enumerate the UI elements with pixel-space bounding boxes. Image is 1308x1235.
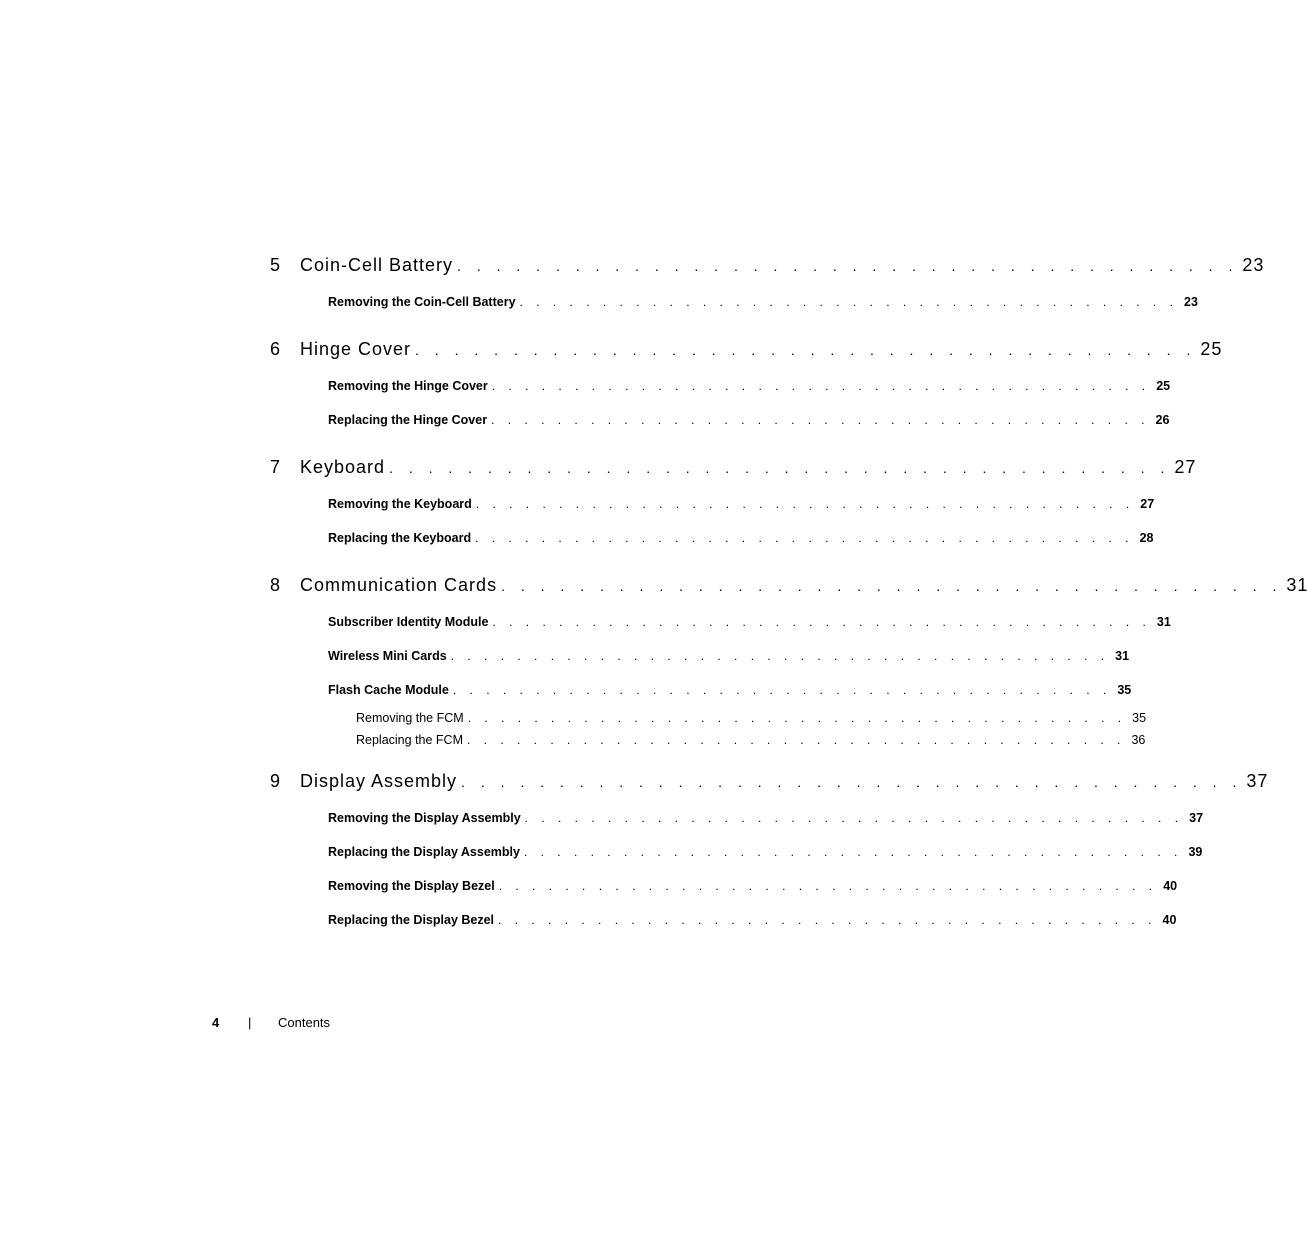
table-of-contents	[270, 255, 1308, 957]
chapter-page-number: 37	[1246, 771, 1269, 791]
dot-leader: . . . . . . . . . . . . . . . . . . . . . . . . . . . . . . . . . . . . . . . .	[475, 497, 1135, 511]
footer-page-number: 4	[212, 1015, 220, 1030]
section-title: Removing the Coin-Cell Battery	[328, 295, 516, 309]
toc-section-entry[interactable]	[328, 403, 1170, 437]
section-page-number: 25	[1156, 379, 1171, 393]
toc-chapter	[270, 575, 1308, 751]
dot-leader: . . . . . . . . . . . . . . . . . . . . . . . . . . . . . . . . . . . . . . . .	[452, 683, 1112, 697]
dot-leader: . . . . . . . . . . . . . . . . . . . . . . . . . . . . . . . . . . . . . . . .	[467, 733, 1126, 747]
page-footer	[212, 1015, 330, 1030]
section-title: Replacing the Hinge Cover	[328, 413, 488, 427]
toc-section-entry[interactable]	[328, 487, 1155, 521]
toc-chapter	[270, 255, 1265, 319]
toc-section-entry[interactable]	[328, 801, 1204, 835]
section-title: Subscriber Identity Module	[328, 615, 489, 629]
dot-leader: . . . . . . . . . . . . . . . . . . . . . . . . . . . . . . . . . . . . . . . .	[467, 711, 1127, 725]
chapter-number: 8	[270, 575, 282, 595]
section-title: Flash Cache Module	[328, 683, 449, 697]
chapter-title: Keyboard	[300, 457, 386, 477]
toc-chapter-entry[interactable]	[270, 771, 1269, 801]
chapter-page-number: 23	[1242, 255, 1265, 275]
subsection-title: Removing the FCM	[356, 711, 464, 725]
dot-leader: . . . . . . . . . . . . . . . . . . . . . . . . . . . . . . . . . . . . . . . .	[524, 811, 1184, 825]
toc-subsection-entry[interactable]	[356, 729, 1146, 751]
chapter-title: Communication Cards	[300, 575, 498, 595]
footer-section-label: Contents	[278, 1015, 331, 1030]
toc-section-entry[interactable]	[328, 869, 1178, 903]
dot-leader: . . . . . . . . . . . . . . . . . . . . . . . . . . . . . . . . . . . . . . . .	[498, 879, 1158, 893]
toc-chapter-entry[interactable]	[270, 255, 1265, 285]
subsection-title: Replacing the FCM	[356, 733, 463, 747]
subsection-page-number: 36	[1131, 733, 1146, 747]
dot-leader: . . . . . . . . . . . . . . . . . . . . . . . . . . . . . . . . . . . . . . . .	[450, 649, 1110, 663]
section-page-number: 35	[1117, 683, 1132, 697]
toc-chapter-entry[interactable]	[270, 575, 1308, 605]
toc-chapter	[270, 339, 1223, 437]
subsection-page-number: 35	[1132, 711, 1147, 725]
dot-leader: . . . . . . . . . . . . . . . . . . . . . . . . . . . . . . . . . . . . . . . .	[492, 615, 1151, 629]
toc-subsection-entry[interactable]	[356, 707, 1147, 729]
section-page-number: 28	[1139, 531, 1154, 545]
toc-chapter	[270, 771, 1269, 937]
section-title: Replacing the Display Bezel	[328, 913, 495, 927]
toc-chapter-entry[interactable]	[270, 339, 1223, 369]
chapter-number: 7	[270, 457, 282, 477]
section-title: Removing the Hinge Cover	[328, 379, 488, 393]
chapter-page-number: 27	[1174, 457, 1197, 477]
section-title: Wireless Mini Cards	[328, 649, 447, 663]
toc-section-entry[interactable]	[328, 285, 1198, 319]
dot-leader: . . . . . . . . . . . . . . . . . . . . . . . . . . . . . . . . . . . . . . . .	[498, 913, 1157, 927]
section-title: Replacing the Display Assembly	[328, 845, 520, 859]
chapter-page-number: 25	[1200, 339, 1223, 359]
chapter-title: Display Assembly	[300, 771, 458, 791]
chapter-number: 5	[270, 255, 282, 275]
section-page-number: 40	[1163, 879, 1178, 893]
dot-leader: . . . . . . . . . . . . . . . . . . . . . . . . . . . . . . . . . . . . . . . .	[523, 845, 1183, 859]
section-title: Removing the Display Assembly	[328, 811, 521, 825]
section-title: Replacing the Keyboard	[328, 531, 472, 545]
chapter-number: 9	[270, 771, 282, 791]
toc-section-entry[interactable]	[328, 521, 1154, 555]
section-page-number: 23	[1184, 295, 1198, 309]
section-page-number: 27	[1140, 497, 1155, 511]
section-page-number: 31	[1156, 615, 1171, 629]
chapter-page-number: 31	[1286, 575, 1308, 595]
section-page-number: 37	[1189, 811, 1204, 825]
section-page-number: 26	[1155, 413, 1170, 427]
section-page-number: 39	[1188, 845, 1203, 859]
toc-section-entry[interactable]	[328, 639, 1130, 673]
toc-chapter	[270, 457, 1197, 555]
footer-separator: |	[248, 1015, 252, 1030]
dot-leader: . . . . . . . . . . . . . . . . . . . . . . . . . . . . . . . . . . . . . . . .	[501, 578, 1283, 594]
section-page-number: 40	[1162, 913, 1177, 927]
dot-leader: . . . . . . . . . . . . . . . . . . . . . . . . . . . . . . . . . . . . . . . .	[389, 460, 1171, 476]
dot-leader: . . . . . . . . . . . . . . . . . . . . . . . . . . . . . . . . . . . . . . . .	[519, 295, 1178, 309]
toc-section-entry[interactable]	[328, 903, 1177, 937]
toc-section-entry[interactable]	[328, 673, 1132, 707]
dot-leader: . . . . . . . . . . . . . . . . . . . . . . . . . . . . . . . . . . . . . . . .	[491, 379, 1151, 393]
toc-section-entry[interactable]	[328, 605, 1171, 639]
toc-section-entry[interactable]	[328, 369, 1171, 403]
dot-leader: . . . . . . . . . . . . . . . . . . . . . . . . . . . . . . . . . . . . . . . .	[461, 774, 1243, 790]
dot-leader: . . . . . . . . . . . . . . . . . . . . . . . . . . . . . . . . . . . . . . . .	[457, 258, 1239, 274]
chapter-title: Hinge Cover	[300, 339, 412, 359]
dot-leader: . . . . . . . . . . . . . . . . . . . . . . . . . . . . . . . . . . . . . . . .	[491, 413, 1150, 427]
toc-section-entry[interactable]	[328, 835, 1203, 869]
toc-chapter-entry[interactable]	[270, 457, 1197, 487]
section-title: Removing the Keyboard	[328, 497, 472, 511]
section-page-number: 31	[1115, 649, 1130, 663]
dot-leader: . . . . . . . . . . . . . . . . . . . . . . . . . . . . . . . . . . . . . . . .	[475, 531, 1134, 545]
section-title: Removing the Display Bezel	[328, 879, 495, 893]
chapter-title: Coin-Cell Battery	[300, 255, 454, 275]
chapter-number: 6	[270, 339, 282, 359]
dot-leader: . . . . . . . . . . . . . . . . . . . . . . . . . . . . . . . . . . . . . . . .	[415, 342, 1197, 358]
